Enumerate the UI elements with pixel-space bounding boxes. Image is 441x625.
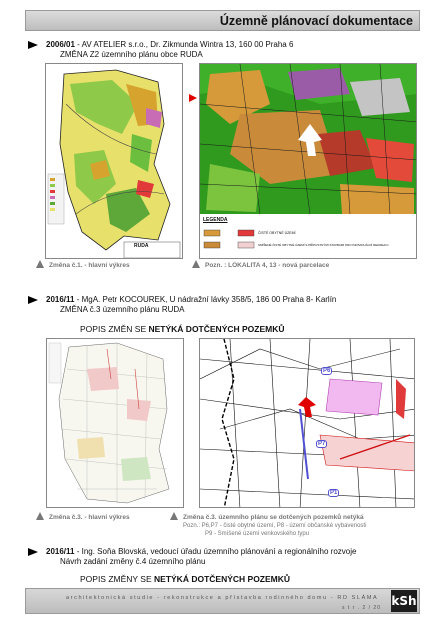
popis-note: POPIS ZMĚN SE NETÝKÁ DOTČENÝCH POZEMKŮ	[80, 324, 285, 334]
arrow-bullet-icon	[28, 41, 38, 49]
footer-project-title: architektonická studie - rekonstrukce a přístavba rodinného domu - RD SLÁMA	[66, 595, 379, 601]
page-number: s t r . 2 / 20	[341, 605, 381, 611]
popis-note: POPIS ZMĚNY SE NETÝKÁ DOTČENÝCH POZEMKŮ	[80, 574, 291, 584]
caption-zmena-1: Změna č.1. - hlavní výkres	[49, 262, 130, 269]
map-ruda-overview	[45, 63, 183, 259]
triangle-marker-icon	[36, 260, 44, 268]
entry-subtitle: ZMĚNA č.3 územního plánu RUDA	[60, 305, 185, 314]
entry-subtitle: ZMĚNA Z2 územního plánu obce RUDA	[60, 50, 203, 59]
triangle-marker-icon	[170, 512, 178, 520]
caption-zmena-3: Změna č.3. - hlavní výkres	[49, 514, 130, 521]
legend-item-residential: ČISTÉ OBYTNÉ ÚZEMÍ	[258, 231, 296, 235]
footer-bar	[25, 588, 420, 614]
triangle-marker-icon	[192, 260, 200, 268]
entry-date: 2016/11	[46, 295, 75, 304]
entry-date: 2006/01	[46, 40, 75, 49]
caption-zmena-3-netyka: Změna č.3. územního plánu se dotčených pozemků netýká	[183, 514, 364, 521]
entry-author: - MgA. Petr KOCOUREK, U nádražní lávky 358/5, 186 00 Praha 8- Karlín	[74, 295, 337, 304]
header-bar	[25, 10, 420, 31]
red-pointer-arrow-icon	[189, 94, 197, 102]
caption-note-p6-p8: Pozn.: P6,P7 - čisté obytné území, P8 - území občanské vybavenosti	[183, 523, 367, 529]
arrow-bullet-icon	[28, 548, 38, 556]
label-p6: P6	[323, 368, 331, 374]
map-zmena-3-detail	[199, 338, 415, 508]
label-p1: P1	[330, 490, 338, 496]
legend-title: LEGENDA	[203, 217, 228, 223]
legend-item-mixed: SMÍŠENÉ ČISTÉ OBYTNÉ ÚZEMÍ S PŘÍPUSTNÝMI STAVBAMI PRO INDIVIDUÁLNÍ REKREACI	[258, 243, 389, 247]
ksh-logo: kSh	[391, 590, 417, 612]
triangle-marker-icon	[36, 512, 44, 520]
map-ruda-title: RUDA	[134, 243, 149, 249]
entry-author: - Ing. Soňa Blovská, vedoucí úřadu územního plánování a regionálního rozvoje	[74, 547, 357, 556]
entry-subtitle: Návrh zadání změny č.4 územního plánu	[60, 557, 206, 566]
caption-note-p9: P9 - Smíšené území venkovského typu	[205, 531, 310, 537]
page-title: Územně plánovací dokumentace	[219, 14, 413, 28]
caption-lokalita: Pozn. : LOKALITA 4, 13 - nová parcelace	[205, 262, 330, 269]
map-detail-lokalita	[199, 63, 417, 259]
entry-date: 2016/11	[46, 547, 75, 556]
map-zmena-3-overview	[46, 338, 184, 508]
arrow-bullet-icon	[28, 296, 38, 304]
entry-author: - AV ATELIER s.r.o., Dr. Zikmunda Wintra 13, 160 00 Praha 6	[74, 40, 294, 49]
label-p7: P7	[318, 441, 326, 447]
